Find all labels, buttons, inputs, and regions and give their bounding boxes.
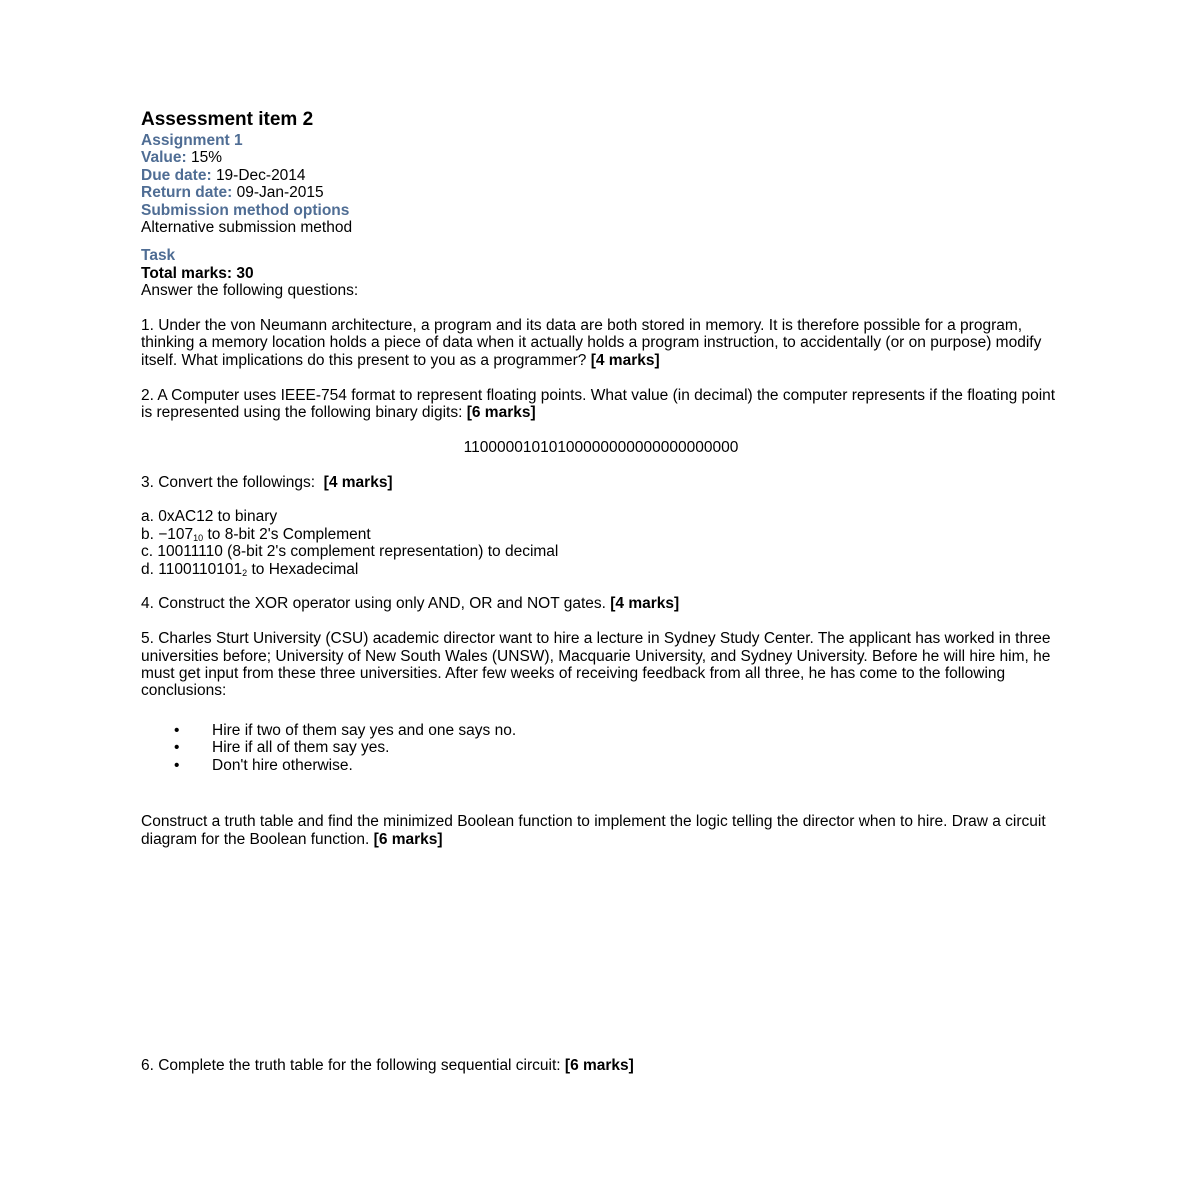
- question-5-followup: [141, 813, 1061, 848]
- question-4-text: 4. Construct the XOR operator using only AND, OR and NOT gates.: [141, 595, 606, 613]
- return-date-text: 09-Jan-2015: [236, 184, 324, 202]
- due-date-line: [141, 167, 1061, 184]
- question-3: [141, 474, 1061, 491]
- question-5-followup-text: Construct a truth table and find the minimized Boolean function to implement the logic telling the director when to hire. Draw a circuit diagram for the Boolean function.: [141, 813, 1046, 848]
- question-1-marks: [4 marks]: [590, 351, 660, 369]
- question-3-item-d-suffix: to Hexadecimal: [247, 560, 359, 578]
- assignment-label: Assignment 1: [141, 132, 243, 149]
- submission-method-heading: [141, 202, 1061, 219]
- submission-method-label: Submission method options: [141, 201, 350, 219]
- value-line: [141, 149, 1061, 166]
- bullet-icon: •: [174, 739, 180, 757]
- question-6: [141, 1057, 1061, 1074]
- value-text: 15%: [190, 149, 223, 167]
- list-item: [141, 722, 1061, 739]
- question-3-item-b-suffix: to 8-bit 2's Complement: [203, 525, 371, 543]
- task-intro: Answer the following questions:: [141, 282, 359, 300]
- question-3-item-a: a. 0xAC12 to binary: [141, 508, 278, 526]
- condition-text: Hire if all of them say yes.: [212, 739, 390, 757]
- value-label: Value:: [141, 149, 187, 167]
- total-marks: Total marks: 30: [141, 264, 254, 282]
- due-date-text: 19-Dec-2014: [215, 166, 306, 184]
- question-3-item-c: c. 10011110 (8-bit 2's complement representation) to decimal: [141, 543, 559, 561]
- question-6-marks: [6 marks]: [564, 1056, 634, 1074]
- question-3-item-b: [141, 526, 1061, 543]
- question-3-item-d: [141, 561, 1061, 578]
- condition-text: Don't hire otherwise.: [212, 756, 353, 774]
- binary-digits: 11000001010100000000000000000000: [463, 438, 739, 456]
- condition-text: Hire if two of them say yes and one says no.: [212, 721, 517, 739]
- question-3-item-b-subscript: 10: [193, 532, 204, 543]
- question-5-marks: [6 marks]: [373, 830, 443, 848]
- question-3-item-b-prefix: b. −107: [141, 525, 194, 543]
- list-item: [141, 739, 1061, 756]
- submission-method-text: Alternative submission method: [141, 219, 353, 237]
- due-date-label: Due date:: [141, 166, 212, 184]
- question-3-marks: [4 marks]: [323, 473, 393, 491]
- task-heading: [141, 247, 1061, 264]
- return-date-line: [141, 184, 1061, 201]
- question-2-text: 2. A Computer uses IEEE-754 format to represent floating points. What value (in decimal) the computer represents if the floating point is represented using the following binary digits:: [141, 386, 1056, 422]
- question-2-marks: [6 marks]: [466, 404, 536, 422]
- bullet-icon: •: [174, 721, 180, 739]
- question-6-text: 6. Complete the truth table for the following sequential circuit:: [141, 1056, 561, 1074]
- question-4-marks: [4 marks]: [610, 595, 680, 613]
- question-1-text: 1. Under the von Neumann architecture, a program and its data are both stored in memory. It is therefore possible for a program, thinking a memory location holds a piece of data when it actually holds a program instruction, to accidentally (or on purpose) modify itself. What implications do this present to you as a programmer?: [141, 317, 1042, 369]
- question-5-text: 5. Charles Sturt University (CSU) academic director want to hire a lecture in Sydney Study Center. The applicant has worked in three universities before; University of New South Wales (UNSW), Macquarie University, and Sydney University. Before he will hire him, he must get input from these three universities. After few weeks of receiving feedback from all three, he has come to the following conclusions:: [141, 630, 1051, 700]
- question-4: [141, 595, 1061, 612]
- question-2: [141, 387, 1061, 422]
- task-label: Task: [141, 247, 176, 265]
- assignment-document: [141, 108, 1061, 1074]
- question-3-item-d-subscript: 2: [242, 567, 248, 578]
- question-3-item-d-prefix: d. 1100110101: [141, 560, 243, 578]
- bullet-icon: •: [174, 756, 180, 774]
- question-1: [141, 317, 1061, 369]
- page-title: Assessment item 2: [141, 109, 314, 130]
- list-item: [141, 757, 1061, 774]
- question-5: [141, 630, 1061, 700]
- question-3-items: [141, 508, 1061, 578]
- assignment-subtitle: [141, 132, 1061, 149]
- question-5-conditions: [141, 722, 1061, 774]
- question-3-text: 3. Convert the followings:: [141, 473, 316, 491]
- return-date-label: Return date:: [141, 184, 233, 202]
